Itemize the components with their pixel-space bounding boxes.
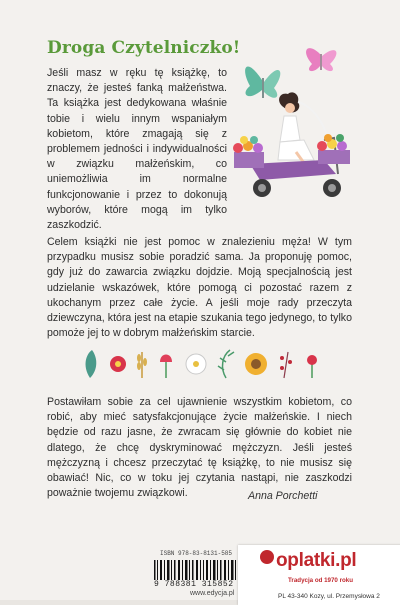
paragraph-purpose: Celem książki nie jest pomoc w znalezieniu męża! W tym przypadku musisz sobie poradzić sama. Ja proponuję pomoc, gdy już do zawarcia związku dojdzie. Moją specjalnością jest udzielanie wskazówek, które pomogą ci pozostać razem z ukochanym przez całe życie. A jeśli moje rady przeczyta dziewczyna, która jest na etapie szukania tego jedynego, to tylko pomoże jej to w dobrym małżeńskim starcie. [47,236,352,340]
barcode-number: 9 788381 315852 [154,580,234,589]
white-flower-icon [186,354,206,374]
butterfly-pink-icon [306,48,336,71]
leaf-icon [86,350,97,378]
flower-basket-left [233,136,263,153]
shop-sticker [238,545,400,605]
sunflower-icon [245,353,267,375]
shop-tagline: Tradycja od 1970 roku [288,577,353,584]
tulip-icon [160,355,172,379]
flower-ornament-row [80,348,340,380]
page-heading: Droga Czytelniczko! [47,38,241,58]
shop-logo [260,550,356,572]
red-flower-icon [110,356,126,372]
woman-on-scooter-illustration [220,42,360,212]
paragraph-goal: Postawiłam sobie za cel ujawnienie wszystkim kobietom, co robić, aby mieć satysfakcjonujące życie małżeńskie. I niech będzie od razu jasne, że zwracam się głównie do kobiet nie dlatego, że chcę dyskryminować mężczyzn. Jeśli jesteś mężczyzną i chcesz przeczytać tę książkę, to nie musisz się obawiać! Nic, co w toku jej czytania nastąpi, nie zaszkodzi poważnie twojemu związkowi. [47,396,352,500]
isbn-label: ISBN 978-83-8131-585 [160,550,233,557]
shop-logo-icon [260,550,274,564]
author-signature: Anna Porchetti [248,490,318,502]
paragraph-intro: Jeśli masz w ręku tę książkę, to znaczy, że jesteś fanką małżeństwa. Ta książka jest dedykowana właśnie tobie i wielu innym wspaniałym kobietom, które zmagają się z problemem jedności i indywidualności w związku małżeńskim, co uniemożliwia im normalne funkcjonowanie i przez to dokonują wyborów, które mogą im tylko zaszkodzić. [47,67,227,232]
wheat-icon [137,352,147,378]
small-red-flower-icon [307,355,317,378]
publisher-url: www.edycja.pl [190,590,235,597]
butterfly-teal-icon [245,67,280,98]
shop-logo-text: oplatki.pl [276,550,357,571]
berry-branch-icon [280,352,292,378]
shop-address: PL 43-340 Kozy, ul. Przemysłowa 2 [278,593,380,600]
fern-icon [218,350,234,378]
flower-basket-right [317,134,347,151]
